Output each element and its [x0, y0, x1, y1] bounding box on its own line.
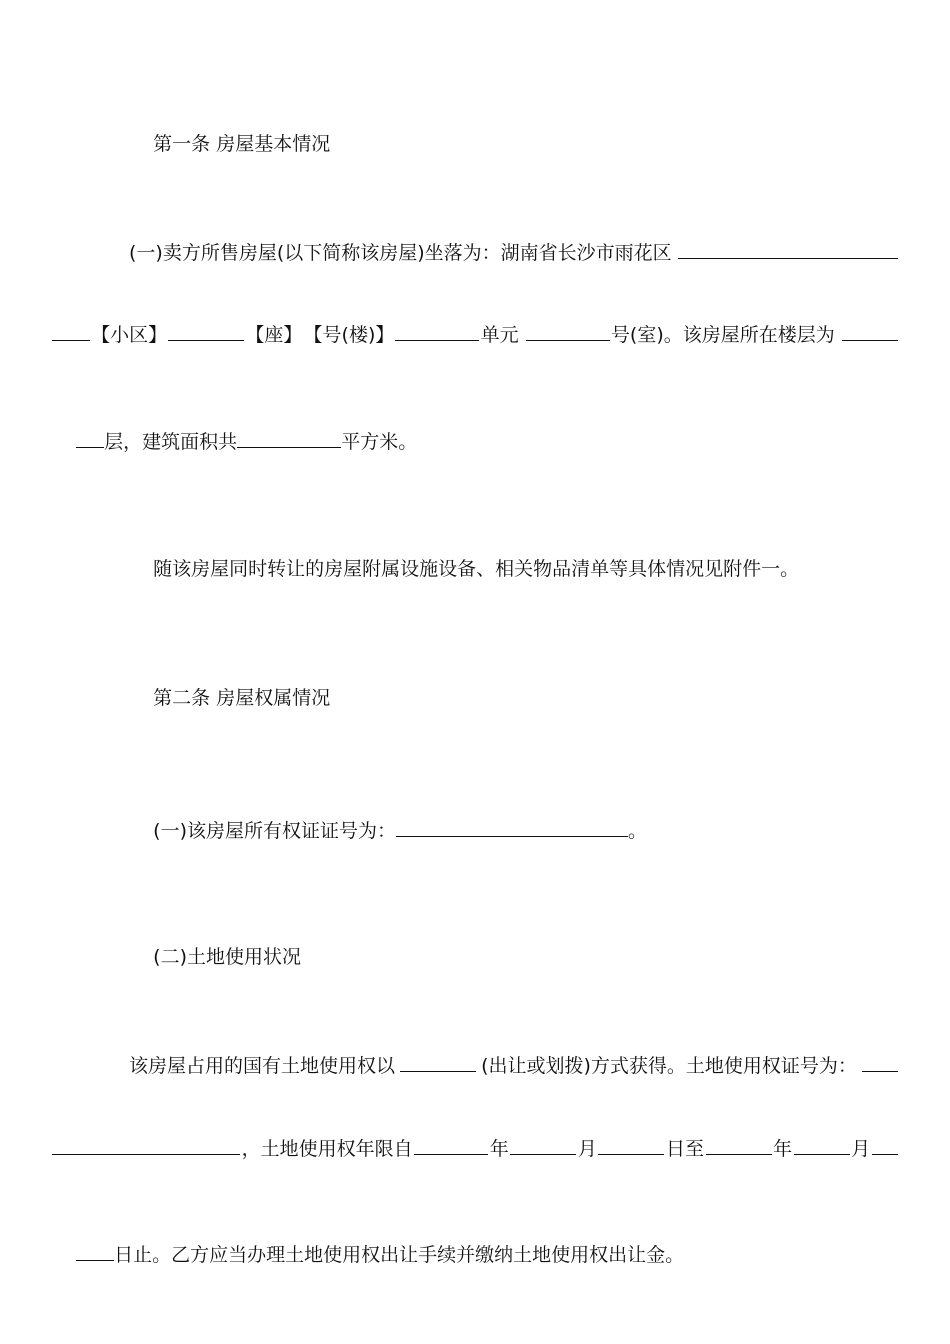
label-pingfangmi: 平方米。 — [341, 431, 418, 453]
blank-certificate-number[interactable] — [396, 816, 628, 837]
blank-land-certificate-cont[interactable] — [52, 1134, 240, 1155]
blank-end-year[interactable] — [706, 1134, 772, 1155]
land-method-text: (出让或划拨)方式获得。土地使用权证号为： — [481, 1055, 857, 1077]
article-2-item-1 — [129, 792, 950, 867]
article-1-heading — [129, 108, 950, 180]
blank-start-day[interactable] — [598, 1134, 664, 1155]
label-start-year: 年 — [489, 1138, 509, 1160]
blank-location[interactable] — [678, 238, 898, 259]
blank-land-method[interactable] — [400, 1051, 476, 1072]
certificate-suffix: 。 — [628, 820, 648, 842]
land-prefix: 该房屋占用的国有土地使用权以 — [129, 1055, 396, 1077]
article-2-land-line-3 — [52, 1216, 898, 1291]
blank-start-year[interactable] — [414, 1134, 488, 1155]
label-end-year: 年 — [773, 1138, 793, 1160]
label-start-day-to: 日至 — [665, 1138, 704, 1160]
article-2-heading-text: 第二条 房屋权属情况 — [153, 687, 331, 709]
label-start-month: 月 — [577, 1138, 597, 1160]
blank-floor[interactable] — [842, 320, 898, 341]
blank-danyuan[interactable] — [526, 320, 610, 341]
blank-end-day[interactable] — [872, 1134, 898, 1155]
article-1-attachment-note — [129, 533, 950, 605]
article-1-item-1-line-2 — [52, 320, 898, 347]
blank-area[interactable] — [237, 427, 341, 448]
article-1-item-1-line-3 — [52, 403, 898, 478]
label-hao-shi: 号(室)。该房屋所在楼层为 — [610, 324, 841, 346]
land-term-text: ，土地使用权年限自 — [241, 1138, 413, 1160]
label-ceng: 层，建筑面积共 — [104, 431, 238, 453]
blank-start-month[interactable] — [510, 1134, 576, 1155]
item-1-location-prefix: (一)卖方所售房屋(以下简称该房屋)坐落为：湖南省长沙市雨花区 — [129, 242, 678, 264]
article-2-heading — [129, 662, 950, 734]
blank-floor-cont[interactable] — [76, 427, 104, 448]
attachment-note-text: 随该房屋同时转让的房屋附属设施设备、相关物品清单等具体情况见附件一。 — [153, 558, 800, 580]
blank-end-month[interactable] — [794, 1134, 850, 1155]
label-hao-lou: 【号(楼)】 — [303, 324, 395, 346]
label-xiaoqu: 【小区】 — [91, 324, 168, 346]
label-end-month: 月 — [851, 1138, 871, 1160]
land-end-text: 日止。乙方应当办理土地使用权出让手续并缴纳土地使用权出让金。 — [114, 1244, 685, 1266]
article-2-land-line-2 — [52, 1134, 898, 1161]
blank-location-cont[interactable] — [52, 320, 90, 341]
blank-end-day-cont[interactable] — [76, 1240, 114, 1261]
label-danyuan: 单元 — [480, 324, 525, 346]
article-2-item-2-heading — [129, 921, 950, 993]
blank-xiaoqu[interactable] — [168, 320, 244, 341]
item-2-heading-text: (二)土地使用状况 — [153, 946, 301, 968]
label-zuo: 【座】 — [245, 324, 303, 346]
article-2-land-line-1 — [129, 1051, 898, 1078]
blank-land-certificate[interactable] — [862, 1051, 898, 1072]
article-1-item-1-line-1 — [129, 238, 898, 265]
certificate-prefix: (一)该房屋所有权证证号为： — [153, 820, 396, 842]
article-1-heading-text: 第一条 房屋基本情况 — [153, 133, 331, 155]
blank-hao-lou[interactable] — [395, 320, 479, 341]
